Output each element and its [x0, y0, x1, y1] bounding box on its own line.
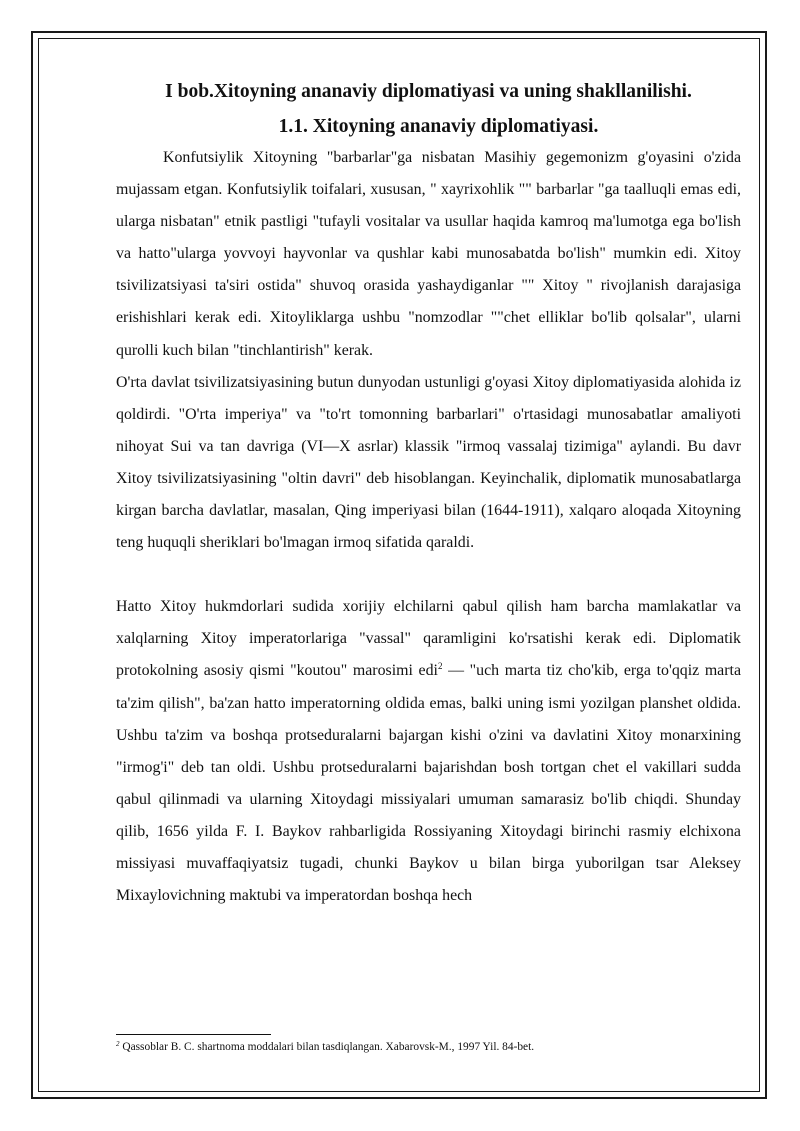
- footnote-reference[interactable]: 2: [437, 661, 443, 672]
- chapter-title: I bob.Xitoyning ananaviy diplomatiyasi va uning shakllanilishi.: [165, 81, 692, 102]
- footnote-separator: [116, 1034, 271, 1035]
- paragraph-3-text-a: Hatto Xitoy hukmdorlari sudida xorijiy elchilarni qabul qilish ham barcha mamlakatlar va xalqlarning Xitoy imperatorlariga "vassal" qaramligini ko'rsatishi kerak edi. Diplomatik protokolning asosiy qismi "koutou" marosimi edi: [116, 598, 741, 680]
- footnote-text: Qassoblar B. C. shartnoma moddalari bilan tasdiqlangan. Xabarovsk-M., 1997 Yil. 84-bet.: [119, 1041, 535, 1053]
- paragraph-spacer: [116, 559, 741, 591]
- footnote: [116, 1040, 741, 1053]
- page-content: [116, 72, 741, 912]
- footnote-mark: 2: [116, 1040, 120, 1048]
- section-title: 1.1. Xitoyning ananaviy diplomatiyasi.: [278, 116, 599, 137]
- paragraph-3: [116, 591, 741, 912]
- paragraph-2: O'rta davlat tsivilizatsiyasining butun dunyodan ustunligi g'oyasi Xitoy diplomatiyasida alohida iz qoldirdi. "O'rta imperiya" va "to'rt tomonning barbarlari" o'rtasidagi munosabatlar amaliyoti nihoyat Sui va tan davriga (VI—X asrlar) klassik "irmoq vassalaj tizimiga" aylandi. Bu davr Xitoy tsivilizatsiyasining "oltin davri" deb hisoblangan. Keyinchalik, diplomatik munosabatlarga kirgan barcha davlatlar, masalan, Qing imperiyasi bilan (1644-1911), xalqaro aloqada Xitoyning teng huquqli sheriklari bo'lmagan irmoq sifatida qaraldi.: [116, 373, 741, 552]
- paragraph-3-text-b: — "uch marta tiz cho'kib, erga to'qqiz marta ta'zim qilish", ba'zan hatto imperatorning oldida emas, balki uning ismi yozilgan planshet oldida. Ushbu ta'zim va boshqa protseduralarni bajargan kishi o'zini va davlatini Xitoy monarxining "irmog'i" deb tan oldi. Ushbu protseduralarni bajarishdan bosh tortgan chet el vakillari sudda qabul qilinmadi va ularning Xitoydagi missiyalari umuman samarasiz bo'lib chiqdi. Shunday qilib, 1656 yilda F. I. Baykov rahbarligida Rossiyaning Xitoydagi birinchi rasmiy elchixona missiyasi muvaffaqiyatsiz tugadi, chunki Baykov u bilan birga yuborilgan tsar Aleksey Mixaylovichning maktubi va imperatordan boshqa hech: [116, 662, 741, 905]
- paragraph-1: Konfutsiylik Xitoyning "barbarlar"ga nisbatan Masihiy gegemonizm g'oyasini o'zida mujassam etgan. Konfutsiylik toifalari, xususan, " xayrixohlik "" barbarlar "ga taalluqli emas edi, ularga nisbatan" etnik pastligi "tufayli vositalar va usullar haqida kamroq ma'lumotga ega bo'lish va hatto"ularga yovvoyi hayvonlar va qushlar kabi munosabatda bo'lish" mumkin edi. Xitoy tsivilizatsiyasi ta'siri ostida" shuvoq orasida yashaydiganlar "" Xitoy " rivojlanish darajasiga erishishlari kerak edi. Xitoyliklarga ushbu "nomzodlar ""chet elliklar bo'lib qolsalar", ularni qurolli kuch bilan "tinchlantirish" kerak.: [116, 149, 741, 359]
